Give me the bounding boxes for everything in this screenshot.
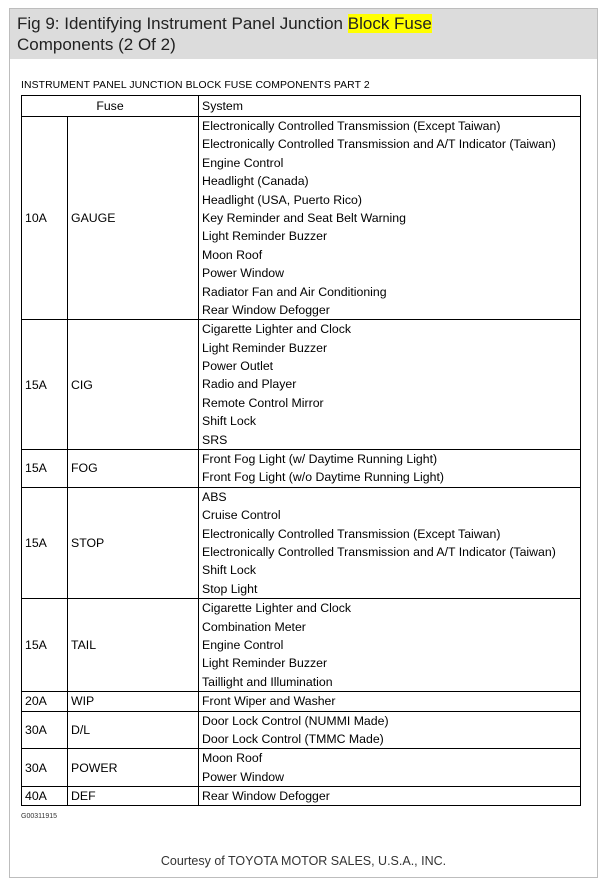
- system-item: Electronically Controlled Transmission (Except Taiwan): [202, 526, 501, 541]
- fuse-name: DEF: [68, 787, 199, 806]
- fuse-amperage: 15A: [22, 450, 68, 488]
- header-fuse: Fuse: [22, 96, 199, 117]
- fuse-row: [22, 320, 581, 450]
- fuse-name: GAUGE: [68, 117, 199, 320]
- system-item: Cigarette Lighter and Clock: [202, 601, 352, 616]
- credit-line: Courtesy of TOYOTA MOTOR SALES, U.S.A., INC.: [160, 854, 447, 868]
- system-item: Key Reminder and Seat Belt Warning: [202, 210, 406, 225]
- system-item: Rear Window Defogger: [202, 789, 330, 804]
- system-item: Radio and Player: [202, 377, 297, 392]
- fuse-row: [22, 487, 581, 598]
- fuse-amperage: 15A: [22, 599, 68, 692]
- fuse-table: [21, 95, 581, 806]
- system-item: Headlight (Canada): [202, 174, 309, 189]
- system-item: Cruise Control: [202, 508, 281, 523]
- fuse-amperage: 30A: [22, 711, 68, 749]
- caption-highlight: Block Fuse: [347, 14, 432, 33]
- system-item: Front Fog Light (w/o Daytime Running Light): [202, 470, 444, 485]
- fuse-row: [22, 599, 581, 692]
- system-item: SRS: [202, 432, 228, 447]
- fuse-systems: [199, 787, 581, 806]
- system-item: Electronically Controlled Transmission and A/T Indicator (Taiwan): [202, 137, 556, 152]
- fuse-name: STOP: [68, 487, 199, 598]
- fuse-row: [22, 711, 581, 749]
- fuse-amperage: 20A: [22, 692, 68, 711]
- system-item: Remote Control Mirror: [202, 395, 324, 410]
- fuse-row: [22, 692, 581, 711]
- system-item: Radiator Fan and Air Conditioning: [202, 284, 387, 299]
- system-item: Engine Control: [202, 155, 284, 170]
- system-item: Moon Roof: [202, 751, 263, 766]
- caption-line2: Components (2 Of 2): [17, 35, 176, 54]
- fuse-systems: [199, 749, 581, 787]
- fuse-systems: [199, 117, 581, 320]
- caption-prefix: Fig 9: Identifying Instrument Panel Junction: [17, 14, 348, 33]
- fuse-name: D/L: [68, 711, 199, 749]
- fuse-name: POWER: [68, 749, 199, 787]
- system-item: Headlight (USA, Puerto Rico): [202, 192, 362, 207]
- system-item: Shift Lock: [202, 414, 256, 429]
- system-item: Rear Window Defogger: [202, 302, 330, 317]
- fuse-amperage: 40A: [22, 787, 68, 806]
- fuse-systems: [199, 711, 581, 749]
- system-item: Combination Meter: [202, 619, 306, 634]
- fuse-row: [22, 117, 581, 320]
- system-item: Door Lock Control (TMMC Made): [202, 731, 384, 746]
- fuse-name: CIG: [68, 320, 199, 450]
- system-item: Power Window: [202, 266, 285, 281]
- fuse-row: [22, 450, 581, 488]
- system-item: ABS: [202, 489, 227, 504]
- fuse-table-body: [22, 117, 581, 806]
- system-item: Power Window: [202, 769, 285, 784]
- table-header-row: [22, 96, 581, 117]
- fuse-systems: [199, 320, 581, 450]
- system-item: Stop Light: [202, 581, 258, 596]
- fuse-row: [22, 787, 581, 806]
- system-item: Power Outlet: [202, 359, 274, 374]
- figure-code: G00311915: [21, 813, 58, 820]
- fuse-row: [22, 749, 581, 787]
- system-item: Light Reminder Buzzer: [202, 229, 328, 244]
- table-title: INSTRUMENT PANEL JUNCTION BLOCK FUSE COMPONENTS PART 2: [21, 80, 370, 91]
- fuse-amperage: 10A: [22, 117, 68, 320]
- header-system: System: [199, 96, 581, 117]
- fuse-name: TAIL: [68, 599, 199, 692]
- system-item: Electronically Controlled Transmission (Except Taiwan): [202, 119, 501, 133]
- fuse-systems: [199, 692, 581, 711]
- system-item: Cigarette Lighter and Clock: [202, 322, 352, 337]
- fuse-amperage: 15A: [22, 487, 68, 598]
- system-item: Moon Roof: [202, 247, 263, 262]
- fuse-systems: [199, 450, 581, 488]
- fuse-systems: [199, 599, 581, 692]
- system-item: Shift Lock: [202, 563, 256, 578]
- system-item: Taillight and Illumination: [202, 674, 333, 689]
- system-item: Front Wiper and Washer: [202, 694, 336, 709]
- figure-caption: [10, 9, 597, 59]
- fuse-systems: [199, 487, 581, 598]
- system-item: Light Reminder Buzzer: [202, 340, 328, 355]
- system-item: Electronically Controlled Transmission and A/T Indicator (Taiwan): [202, 544, 556, 559]
- system-item: Front Fog Light (w/ Daytime Running Light): [202, 452, 438, 467]
- system-item: Door Lock Control (NUMMI Made): [202, 713, 389, 728]
- system-item: Light Reminder Buzzer: [202, 656, 328, 671]
- fuse-amperage: 30A: [22, 749, 68, 787]
- system-item: Engine Control: [202, 637, 284, 652]
- fuse-name: WIP: [68, 692, 199, 711]
- fuse-amperage: 15A: [22, 320, 68, 450]
- fuse-name: FOG: [68, 450, 199, 488]
